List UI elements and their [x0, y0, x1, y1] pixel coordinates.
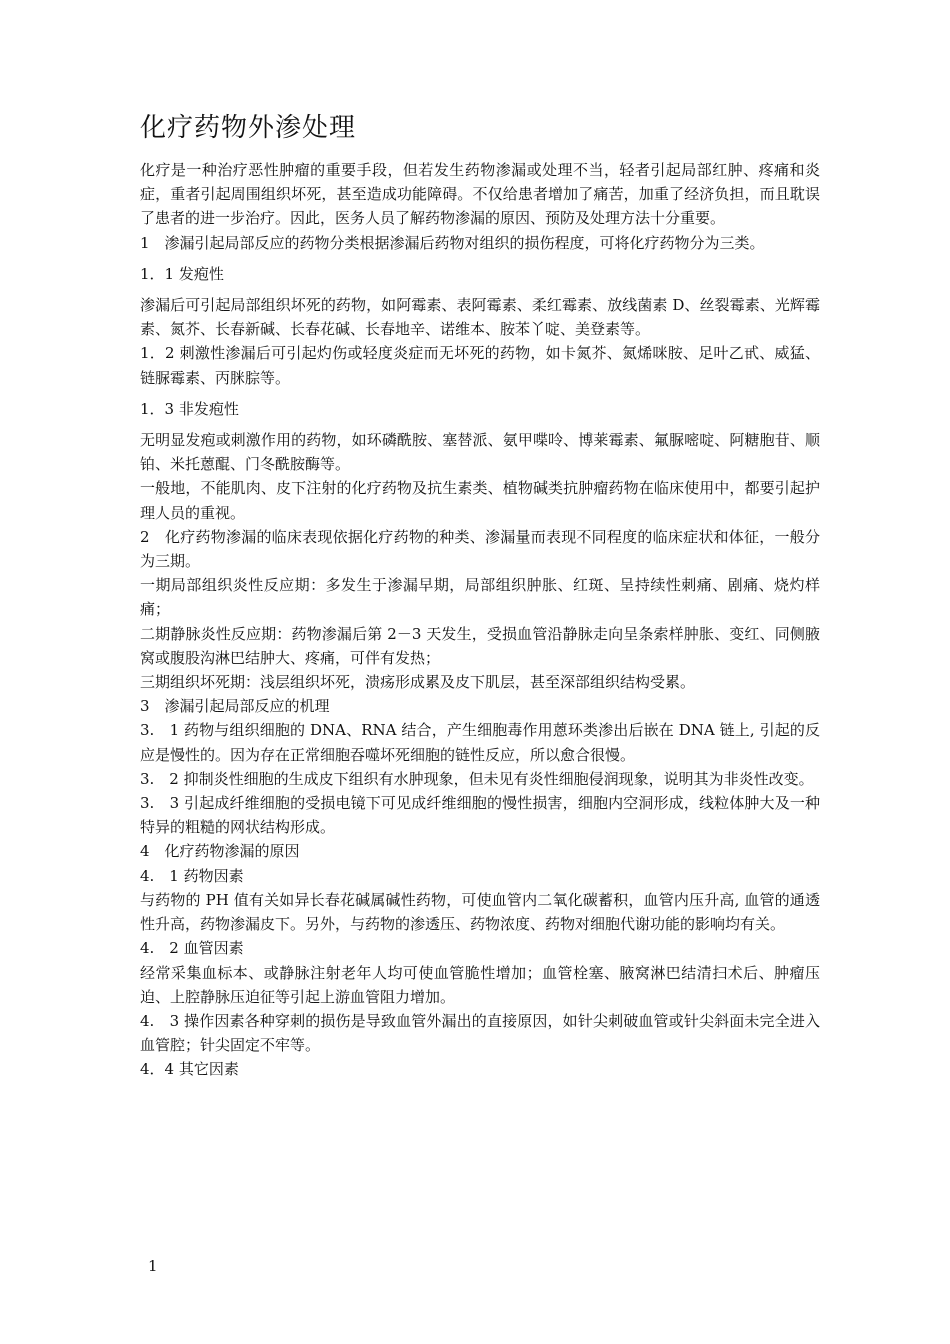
section-heading: 4．4 其它因素: [140, 1060, 239, 1079]
page-number: 1: [148, 1257, 158, 1275]
paragraph: 1．2 刺激性渗漏后可引起灼伤或轻度炎症而无坏死的药物，如卡氮芥、氮烯咪胺、足叶乙甙、威猛、链脲霉素、丙脒腙等。: [140, 344, 820, 387]
paragraph: 2 化疗药物渗漏的临床表现依据化疗药物的种类、渗漏量而表现不同程度的临床症状和体征，一般分为三期。: [140, 527, 820, 571]
paragraph: 无明显发疱或刺激作用的药物，如环磷酰胺、塞替派、氨甲喋呤、博莱霉素、氟脲嘧啶、阿糖胞苷、顺铂、米托蒽醌、门冬酰胺酶等。: [140, 431, 820, 474]
section-heading: 3 渗漏引起局部反应的机理: [140, 697, 330, 716]
paragraph: 经常采集血标本、或静脉注射老年人均可使血管脆性增加；血管栓塞、腋窝淋巴结清扫术后、肿瘤压迫、上腔静脉压迫征等引起上游血管阻力增加。: [140, 963, 820, 1006]
paragraph: 1 渗漏引起局部反应的药物分类根据渗漏后药物对组织的损伤程度，可将化疗药物分为三类。: [140, 233, 765, 252]
paragraph: 4. 3 操作因素各种穿刺的损伤是导致血管外漏出的直接原因，如针尖刺破血管或针尖斜面未完全进入血管腔；针尖固定不牢等。: [140, 1011, 820, 1055]
paragraph: 与药物的 PH 值有关如异长春花碱属碱性药物，可使血管内二氧化碳蓄积，血管内压升高, 血管的通透性升高，药物渗漏皮下。另外，与药物的渗透压、药物浓度、药物对细胞代谢功能的影响均有关。: [140, 890, 820, 934]
paragraph: 一般地，不能肌肉、皮下注射的化疗药物及抗生素类、植物碱类抗肿瘤药物在临床使用中，都要引起护理人员的重视。: [140, 479, 820, 522]
section-heading: 4. 1 药物因素: [140, 866, 244, 885]
paragraph: 一期局部组织炎性反应期：多发生于渗漏早期，局部组织肿胀、红斑、呈持续性刺痛、剧痛、烧灼样痛；: [140, 576, 820, 619]
paragraph: 3. 3 引起成纤维细胞的受损电镜下可见成纤维细胞的慢性损害，细胞内空洞形成，线粒体肿大及一种特异的粗糙的网状结构形成。: [140, 794, 820, 837]
paragraph: 三期组织坏死期：浅层组织坏死，溃疡形成累及皮下肌层，甚至深部组织结构受累。: [140, 673, 696, 692]
section-heading: 1．1 发疱性: [140, 264, 224, 283]
section-heading: 1．3 非发疱性: [140, 399, 239, 418]
paragraph: 渗漏后可引起局部组织坏死的药物，如阿霉素、表阿霉素、柔红霉素、放线菌素 D、丝裂霉素、光辉霉素、氮芥、长春新碱、长春花碱、长春地辛、诺维本、胺苯丫啶、美登素等。: [140, 296, 820, 339]
document-title: 化疗药物外渗处理: [140, 113, 357, 143]
paragraph: 3. 1 药物与组织细胞的 DNA、RNA 结合，产生细胞毒作用蒽环类渗出后嵌在 DNA 链上, 引起的反应是慢性的。因为存在正常细胞吞噬坏死细胞的链性反应，所以愈合很慢。: [140, 721, 820, 764]
paragraph: 化疗是一种治疗恶性肿瘤的重要手段，但若发生药物渗漏或处理不当，轻者引起局部红肿、疼痛和炎症，重者引起周围组织坏死，甚至造成功能障碍。不仅给患者增加了痛苦，加重了经济负担，而且耽误了患者的进一步治疗。因此，医务人员了解药物渗漏的原因、预防及处理方法十分重要。: [140, 161, 820, 228]
section-heading: 4. 2 血管因素: [140, 939, 244, 958]
section-heading: 4 化疗药物渗漏的原因: [140, 842, 300, 861]
document-page: [140, 108, 820, 1082]
paragraph: 二期静脉炎性反应期：药物渗漏后第 2－3 天发生，受损血管沿静脉走向呈条索样肿胀、变红、同侧腋窝或腹股沟淋巴结肿大、疼痛，可伴有发热；: [140, 624, 820, 667]
paragraph: 3. 2 抑制炎性细胞的生成皮下组织有水肿现象，但未见有炎性细胞侵润现象，说明其为非炎性改变。: [140, 769, 814, 788]
